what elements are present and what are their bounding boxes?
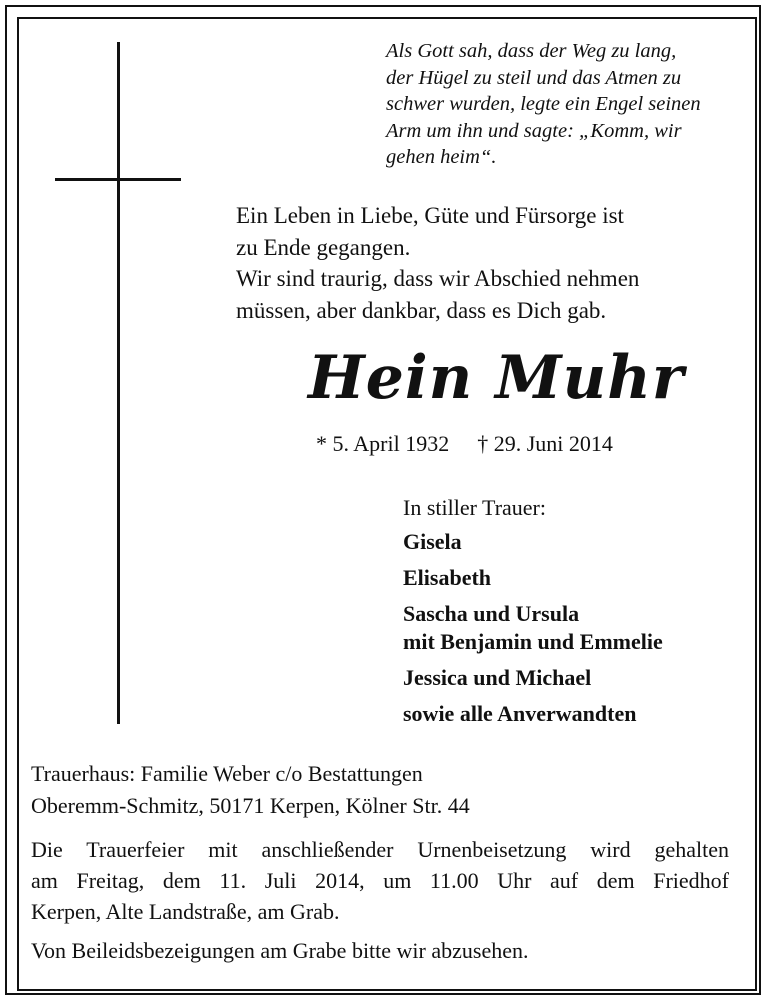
deceased-name: Hein Muhr: [308, 343, 685, 413]
condolence-note: Von Beileidsbezeigungen am Grabe bitte wir abzusehen.: [31, 938, 529, 963]
mourning-house: [31, 758, 470, 822]
mourner-line: Sascha und Ursula: [403, 601, 580, 626]
poem-line: Arm um ihn und sagte: „Komm, wir: [386, 119, 682, 142]
mourners-list: [403, 528, 748, 736]
poem-quote: [386, 38, 746, 171]
intro-line: zu Ende gegangen.: [236, 234, 411, 260]
mourner-line: mit Benjamin und Emmelie: [403, 629, 663, 654]
service-line: am Freitag, dem 11. Juli 2014, um 11.00 Uhr auf dem Friedhof: [31, 868, 729, 893]
service-line: Kerpen, Alte Landstraße, am Grab.: [31, 899, 340, 924]
intro-line: Wir sind traurig, dass wir Abschied nehmen: [236, 266, 640, 291]
mourner-entry: Gisela: [403, 529, 462, 554]
intro-text: [236, 200, 706, 326]
birth-date: * 5. April 1932: [316, 431, 450, 456]
house-line: Oberemm-Schmitz, 50171 Kerpen, Kölner Str. 44: [31, 793, 470, 818]
death-date: † 29. Juni 2014: [477, 431, 613, 456]
mourners-title: In stiller Trauer:: [403, 495, 546, 520]
intro-line: müssen, aber dankbar, dass es Dich gab.: [236, 297, 607, 323]
cross-icon-beam: [55, 178, 181, 181]
poem-line: schwer wurden, legte ein Engel seinen: [386, 93, 701, 115]
cross-icon: [117, 42, 120, 724]
service-line: Die Trauerfeier mit anschließender Urnenbeisetzung wird gehalten: [31, 837, 729, 862]
poem-line: der Hügel zu steil und das Atmen zu: [386, 66, 682, 89]
mourner-entry: sowie alle Anverwandten: [403, 701, 637, 726]
funeral-service-text: [31, 834, 729, 927]
life-dates: [316, 430, 613, 458]
intro-line: Ein Leben in Liebe, Güte und Fürsorge ist: [236, 203, 624, 228]
mourner-entry: [403, 600, 748, 656]
poem-line: Als Gott sah, dass der Weg zu lang,: [386, 40, 677, 62]
mourner-entry: Jessica und Michael: [403, 665, 592, 690]
house-line: Trauerhaus: Familie Weber c/o Bestattungen: [31, 761, 423, 786]
mourner-entry: Elisabeth: [403, 565, 492, 590]
poem-line: gehen heim“.: [386, 146, 497, 168]
